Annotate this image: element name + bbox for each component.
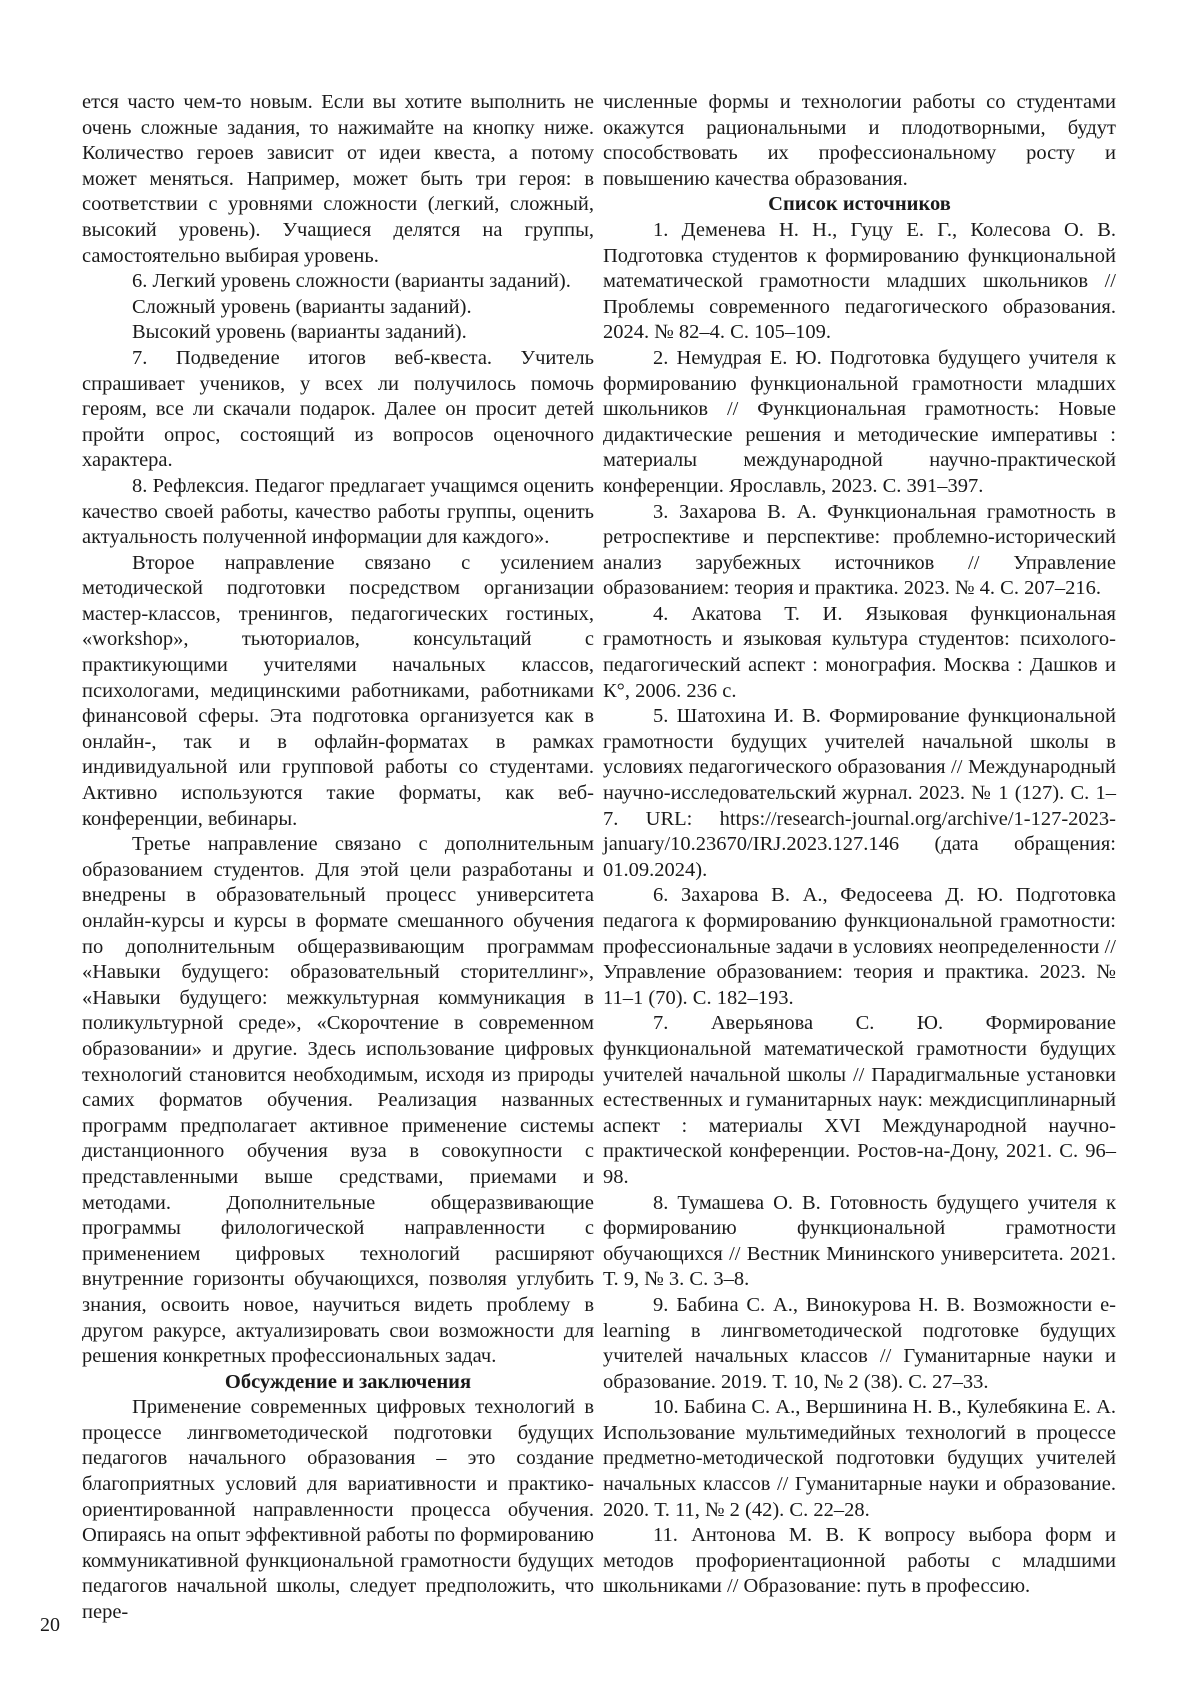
reference-item: 7. Аверьянова С. Ю. Формирование функциональной математической грамотности будущих учителей начальной школы // Парадигмальные установки естественных и гуманитарных наук: междисциплинарный аспект : материалы XVI Международной научно-практической конференции. Ростов-на-Дону, 2021. С. 96–98. — [603, 1012, 1116, 1188]
paragraph: Сложный уровень (варианты заданий). — [132, 295, 472, 318]
references-heading: Список источников — [768, 193, 951, 216]
reference-item: 2. Немудрая Е. Ю. Подготовка будущего учителя к формированию функциональной грамотности младших школьников // Функциональная грамотность: Новые дидактические решения и методические императивы : материалы международной научно-практической конференции. Ярославль, 2023. С. 391–397. — [603, 346, 1116, 497]
reference-item: 6. Захарова В. А., Федосеева Д. Ю. Подготовка педагога к формированию функциональной грамотности: профессиональные задачи в условиях неопределенности // Управление образованием: теория и практика. 2023. № 11–1 (70). С. 182–193. — [603, 884, 1116, 1009]
page-number: 20 — [40, 1614, 60, 1636]
section-heading: Обсуждение и заключения — [224, 1370, 472, 1393]
paragraph: численные формы и технологии работы со студентами окажутся рациональными и плодотворными, будут способствовать их профессиональному росту и повышению качества образования. — [603, 91, 1116, 190]
reference-item: 1. Деменева Н. Н., Гуцу Е. Г., Колесова О. В. Подготовка студентов к формированию функциональной математической грамотности младших школьников // Проблемы современного педагогического образования. 2024. № 82–4. С. 105–109. — [603, 218, 1116, 344]
paragraph: 8. Рефлексия. Педагог предлагает учащимся оценить качество своей работы, качество работы группы, оценить актуальность полученной информации для каждого». — [82, 474, 594, 549]
reference-item: 9. Бабина С. А., Винокурова Н. В. Возможности e-learning в лингвометодической подготовке будущих учителей начальных классов // Гуманитарные науки и образование. 2019. Т. 10, № 2 (38). С. 27–33. — [603, 1293, 1116, 1393]
right-column — [603, 90, 1116, 1600]
reference-item: 8. Тумашева О. В. Готовность будущего учителя к формированию функциональной грамотности обучающихся // Вестник Мининского университета. 2021. Т. 9, № 3. С. 3–8. — [603, 1191, 1116, 1291]
paragraph: 7. Подведение итогов веб-квеста. Учитель спрашивает учеников, у всех ли получилось помочь героям, все ли скачали подарок. Далее он просит детей пройти опрос, состоящий из вопросов оценочного характера. — [82, 346, 594, 472]
reference-item: 3. Захарова В. А. Функциональная грамотность в ретроспективе и перспективе: проблемно-исторический анализ зарубежных источников // Управление образованием: теория и практика. 2023. № 4. С. 207–216. — [603, 500, 1116, 600]
reference-item: 5. Шатохина И. В. Формирование функциональной грамотности будущих учителей начальной школы в условиях педагогического образования // Международный научно-исследовательский журнал. 2023. № 1 (127). С. 1–7. URL: https://research-journal.org/archive/1-127-2023-january/10.23670/IRJ.2023.127.146 (дата обращения: 01.09.2024). — [603, 705, 1116, 881]
paragraph: Третье направление связано с дополнительным образованием студентов. Для этой цели разработаны и внедрены в образовательный процесс университета онлайн-курсы и курсы в формате смешанного обучения по дополнительным общеразвивающим программам «Навыки будущего: образовательный сторителлинг», «Навыки будущего: межкультурная коммуникация в поликультурной среде», «Скорочтение в современном образовании» и другие. Здесь использование цифровых технологий становится необходимым, исходя из природы самих форматов обучения. Реализация названных программ предполагает активное применение системы дистанционного обучения вуза в совокупности с представленными выше средствами, приемами и методами. Дополнительные общеразвивающие программы филологической направленности с применением цифровых технологий расширяют внутренние горизонты обучающихся, позволяя углубить знания, освоить новое, научиться видеть проблему в другом ракурсе, актуализировать свои возможности для решения конкретных профессиональных задач. — [82, 833, 594, 1368]
paragraph: Второе направление связано с усилением методической подготовки посредством организации мастер-классов, тренингов, педагогических гостиных, «workshop», тьюториалов, консультаций с практикующими учителями начальных классов, психологами, медицинскими работниками, работниками финансовой сферы. Эта подготовка организуется как в онлайн-, так и в офлайн-форматах в рамках индивидуальной или групповой работы со студентами. Активно используются такие форматы, как веб-конференции, вебинары. — [82, 551, 594, 830]
left-column — [82, 90, 594, 1626]
paragraph: Высокий уровень (варианты заданий). — [132, 321, 467, 344]
paragraph: ется часто чем-то новым. Если вы хотите выполнить не очень сложные задания, то нажимайте на кнопку ниже. Количество героев зависит от идеи квеста, а потому может меняться. Например, может быть три героя: в соответствии с уровнями сложности (легкий, сложный, высокий уровень). Учащиеся делятся на группы, самостоятельно выбирая уровень. — [82, 91, 594, 267]
reference-item: 11. Антонова М. В. К вопросу выбора форм и методов профориентационной работы с младшими школьниками // Образование: путь в профессию. — [603, 1524, 1116, 1598]
reference-item: 10. Бабина С. А., Вершинина Н. В., Кулебякина Е. А. Использование мультимедийных технологий в процессе предметно-методической подготовки будущих учителей начальных классов // Гуманитарные науки и образование. 2020. Т. 11, № 2 (42). С. 22–28. — [603, 1396, 1116, 1521]
paragraph: Применение современных цифровых технологий в процессе лингвометодической подготовки будущих педагогов начального образования – это создание благоприятных условий для вариативности и практико-ориентированной направленности процесса обучения. Опираясь на опыт эффективной работы по формированию коммуникативной функциональной грамотности будущих педагогов начальной школы, следует предположить, что пере- — [82, 1396, 594, 1624]
paragraph: 6. Легкий уровень сложности (варианты заданий). — [132, 270, 571, 293]
reference-item: 4. Акатова Т. И. Языковая функциональная грамотность и языковая культура студентов: психолого-педагогический аспект : монография. Москва : Дашков и К°, 2006. 236 с. — [603, 602, 1116, 702]
